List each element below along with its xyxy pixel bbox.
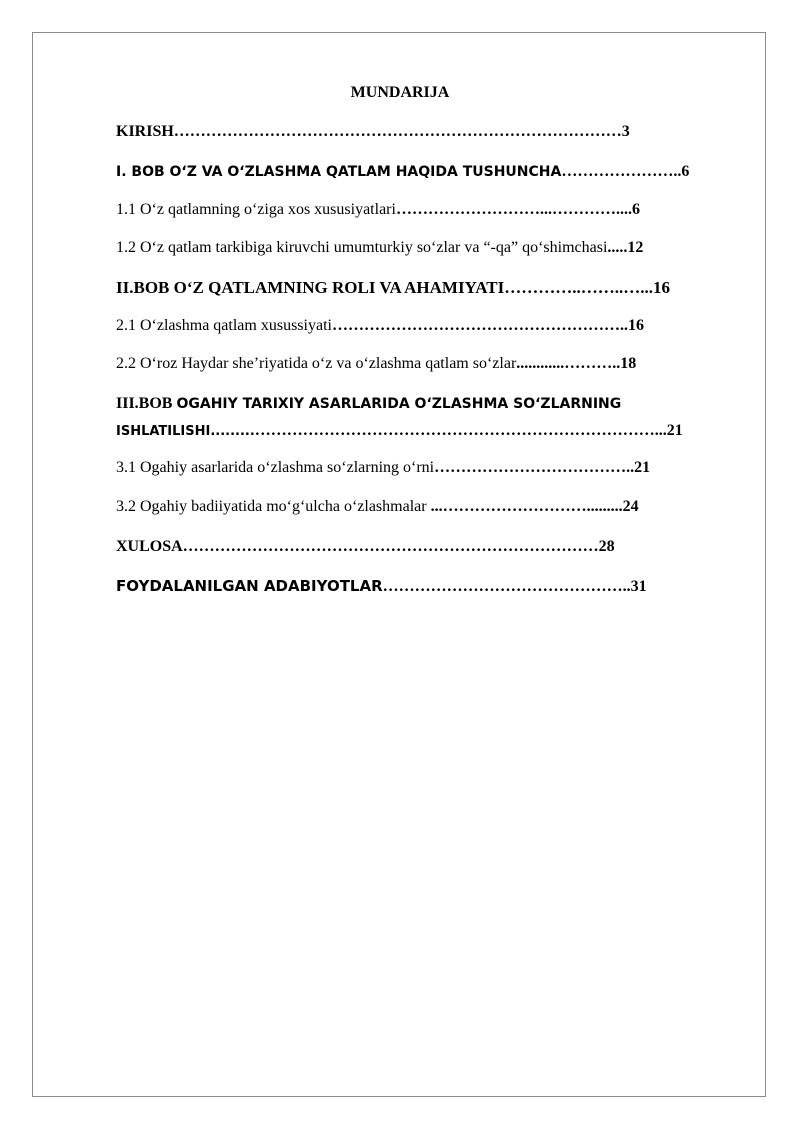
toc-3-2-dots: ...……………………….........24 xyxy=(426,498,639,515)
toc-1-1-text: 1.1 O‘z qatlamning o‘ziga xos xususiyatlari xyxy=(116,201,396,218)
toc-2-1-text: 2.1 O‘zlashma qatlam xusussiyati xyxy=(116,317,332,334)
toc-entry-kirish: KIRISH…………………………………………………………………………3 xyxy=(116,123,630,140)
toc-2-2-text: 2.2 O‘roz Haydar she’riyatida o‘z va o‘zlashma qatlam so‘zlar xyxy=(116,355,517,372)
toc-entry-bob-3-continued xyxy=(116,421,683,442)
toc-entry-1-1 xyxy=(116,200,640,220)
toc-1-2-text: 1.2 O‘z qatlam tarkibiga kiruvchi umumturkiy so‘zlar va “-qa” qo‘shimchasi xyxy=(116,239,608,256)
toc-bob-3-title-line-1: OGAHIY TARIXIY ASARLARIDA O‘ZLASHMA SO‘ZLARNING xyxy=(176,396,622,412)
toc-1-2-dots: .....12 xyxy=(607,239,644,256)
toc-entry-1-2 xyxy=(116,238,643,258)
toc-bob-1-title: O‘Z VA O‘ZLASHMA QATLAM HAQIDA TUSHUNCHA xyxy=(169,164,562,180)
toc-bob-1-label: I. BOB xyxy=(116,164,170,180)
toc-2-2-dots: ............………..18 xyxy=(516,355,637,372)
toc-entry-2-2 xyxy=(116,354,636,374)
toc-bob-3-dots: …………………………………………………………………...21 xyxy=(254,422,683,439)
toc-entry-xulosa: XULOSA……………………………………………………………………28 xyxy=(116,538,615,555)
toc-foydalanilgan-dots: ………………………………………..31 xyxy=(382,578,647,595)
toc-3-1-text: 3.1 Ogahiy asarlarida o‘zlashma so‘zlarning o‘rni xyxy=(116,459,435,476)
toc-entry-bob-3 xyxy=(116,394,621,414)
toc-foydalanilgan-text: FOYDALANILGAN ADABIYOTLAR xyxy=(116,577,383,595)
toc-entry-3-1 xyxy=(116,458,650,478)
toc-3-1-dots: ………………………………..21 xyxy=(434,459,651,476)
document-page xyxy=(32,32,766,1097)
toc-bob-3-label: III.BOB xyxy=(116,395,177,412)
page-title: MUNDARIJA xyxy=(350,84,450,101)
toc-3-2-text: 3.2 Ogahiy badiiyatida mo‘g‘ulcha o‘zlashmalar xyxy=(116,498,427,515)
toc-entry-3-2 xyxy=(116,497,639,517)
toc-bob-3-title-line-2: ISHLATILISHI......... xyxy=(116,424,255,439)
toc-entry-2-1 xyxy=(116,316,644,336)
toc-entry-foydalanilgan-adabiyotlar xyxy=(116,576,647,597)
toc-2-1-dots: ………………………………………………..16 xyxy=(331,317,644,334)
toc-entry-bob-2: II.BOB O‘Z QATLAMNING ROLI VA AHAMIYATI…………..……..…...16 xyxy=(116,278,670,297)
toc-1-1-dots: ………………………...…………....6 xyxy=(395,201,640,218)
toc-bob-1-dots: …………………..6 xyxy=(561,163,690,180)
toc-entry-bob-1 xyxy=(116,162,689,182)
